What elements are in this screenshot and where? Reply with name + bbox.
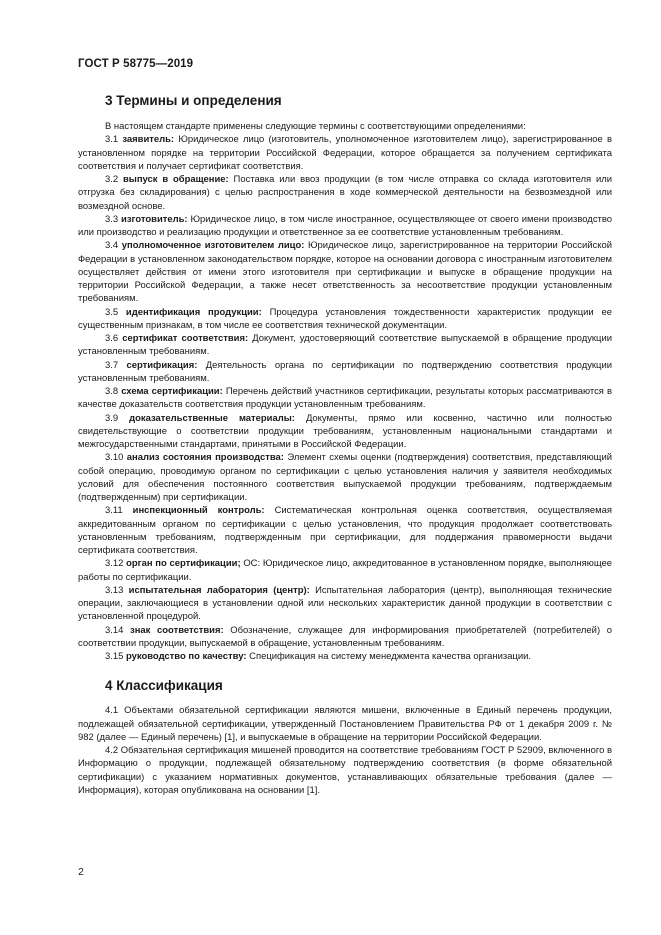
term-definition: [78, 133, 612, 173]
term-text: Юридическое лицо, зарегистрированное на территории Российской Федерации в установленном законодательством порядке, которое на основании договора с иностранным изготовителем осуществляет действия от имени этого изготовителя при сертификации и выпуске в обращение продукции на территории Российской Федерации, а также несет ответственность за несоответствие продукции установленным требованиям.: [78, 240, 612, 305]
term-definition: [78, 385, 612, 412]
term-number: 3.12: [105, 558, 124, 570]
term-name: испытательная лаборатория (центр):: [128, 584, 310, 596]
term-name: выпуск в обращение:: [122, 174, 229, 185]
clause-4-1: 4.1 Объектами обязательной сертификации являются мишени, включенные в Единый перечень продукции, подлежащей обязательной сертификации, утвержденный Постановлением Правительства РФ от 1 декабря 2009 г. № 982 (далее — Единый перечень) [1], и выпускаемые в обращение на территории Российской Федерации.: [78, 705, 612, 743]
term-number: 3.4: [105, 240, 119, 252]
term-name: руководство по качеству:: [126, 651, 247, 662]
term-name: сертификат соответствия:: [122, 333, 249, 344]
term-number: 3.13: [105, 584, 124, 596]
term-text: Процедура установления тождественности характеристик продукции ее существенным признакам, в том числе ее соответствия технической документации.: [78, 306, 612, 331]
term-number: 3.10: [105, 452, 124, 464]
term-number: 3.15: [105, 651, 124, 662]
term-name: сертификация:: [126, 359, 198, 371]
term-number: 3.6: [105, 333, 119, 344]
document-code: ГОСТ Р 58775—2019: [78, 58, 194, 70]
section-4-title: 4 Классификация: [105, 678, 223, 694]
term-text: Спецификация на систему менеджмента качества организации.: [249, 651, 532, 662]
term-definition: [78, 173, 612, 213]
term-number: 3.2: [105, 174, 119, 185]
term-definition: [78, 332, 612, 359]
term-text: ОС: Юридическое лицо, аккредитованное в установленном порядке, выполняющее работы по сертификации.: [78, 558, 612, 583]
section-3-intro: В настоящем стандарте применены следующие термины с соответствующими определениями:: [105, 121, 526, 132]
clause-4-2: 4.2 Обязательная сертификация мишеней проводится на соответствие требованиям ГОСТ Р 52909, включенного в Информацию о продукции, подлежащей обязательному подтверждению соответствия (в форме обязательной сертификации) с указанием нормативных документов, устанавливающих обязательные требования (далее — Информация), которая опубликована на основании [1].: [78, 745, 612, 796]
term-name: изготовитель:: [121, 213, 188, 225]
term-number: 3.3: [105, 213, 119, 225]
page-content: [78, 92, 612, 797]
term-number: 3.5: [105, 306, 119, 318]
term-text: Юридическое лицо, в том числе иностранное, осуществляющее от своего имени производство или производство и реализацию продукции и ответственное за ее соответствие установленным требованиям.: [78, 213, 613, 238]
term-name: анализ состояния производства:: [126, 452, 284, 464]
term-definition: [78, 451, 612, 504]
term-name: знак соответствия:: [130, 624, 224, 636]
term-name: инспекционный контроль:: [132, 505, 265, 517]
term-number: 3.7: [105, 359, 119, 371]
term-text: Элемент схемы оценки (подтверждения) соответствия, представляющий собой операцию, проводимую органом по сертификации с целью установления наличия у заявителя необходимых условий для обеспечения постоянного соответствия выпускаемой продукции требованиям, подтверждаемым (подтвержденным) при сертификации.: [78, 452, 612, 503]
term-text: Поставка или ввоз продукции (в том числе отправка со склада изготовителя или отгрузка без складирования) с целью распространения в ходе коммерческой деятельности на безвозмездной или возмездной основе.: [78, 174, 612, 212]
term-text: Обозначение, служащее для информирования приобретателей (потребителей) о соответствии продукции, выпускаемой в обращение, установленным требованиям.: [78, 624, 612, 649]
term-name: уполномоченное изготовителем лицо:: [121, 240, 305, 252]
page-number: 2: [78, 866, 84, 878]
term-definition: [78, 650, 612, 663]
term-text: Юридическое лицо (изготовитель, уполномоченное изготовителем лицо), зарегистрированное в установленном порядке на территории Российской Федерации, которое обращается за получением сертификата соответствия и получает сертификат соответствия.: [78, 134, 613, 172]
term-definition: [78, 504, 612, 557]
term-text: Документы, прямо или косвенно, частично или полностью свидетельствующие о соответствии продукции требованиям, установленным национальными стандартами и межгосударственными стандартами, принятыми в Российской Федерации.: [78, 412, 613, 450]
term-definition: [78, 239, 612, 305]
term-number: 3.1: [105, 134, 119, 146]
term-definition: [78, 213, 612, 240]
term-name: заявитель:: [122, 134, 175, 146]
term-text: Испытательная лаборатория (центр), выполняющая технические операции, заключающиеся в установлении одной или нескольких характеристик данной продукции в соответствии с установленной процедурой.: [78, 584, 612, 623]
term-name: орган по сертификации;: [126, 558, 241, 570]
term-definition: [78, 584, 612, 624]
term-definition: [78, 306, 612, 333]
term-text: Систематическая контрольная оценка соответствия, осуществляемая аккредитованным органом по сертификации с целью установления, что продукция продолжает соответствовать установленным требованиям, подтвержденным при сертификации, для поддержания правомерности выдачи сертификата соответствия.: [78, 505, 612, 556]
term-number: 3.11: [105, 505, 123, 517]
term-number: 3.8: [105, 386, 119, 397]
terms-list: [78, 133, 612, 663]
term-text: Деятельность органа по сертификации по подтверждению соответствия продукции установленным требованиям.: [78, 359, 613, 384]
term-name: схема сертификации:: [121, 386, 223, 397]
term-name: идентификация продукции:: [125, 306, 262, 318]
term-definition: [78, 557, 612, 584]
term-name: доказательственные материалы:: [129, 412, 295, 424]
term-number: 3.9: [105, 412, 119, 424]
term-text: Документ, удостоверяющий соответствие выпускаемой в обращение продукции установленным требованиям.: [78, 333, 612, 358]
section-3-title: 3 Термины и определения: [105, 93, 282, 108]
term-number: 3.14: [105, 624, 124, 636]
term-definition: [78, 412, 612, 452]
term-definition: [78, 359, 612, 386]
term-text: Перечень действий участников сертификации, результаты которых рассматриваются в качестве доказательств соответствия продукции установленным требованиям.: [78, 386, 612, 411]
term-definition: [78, 624, 612, 651]
